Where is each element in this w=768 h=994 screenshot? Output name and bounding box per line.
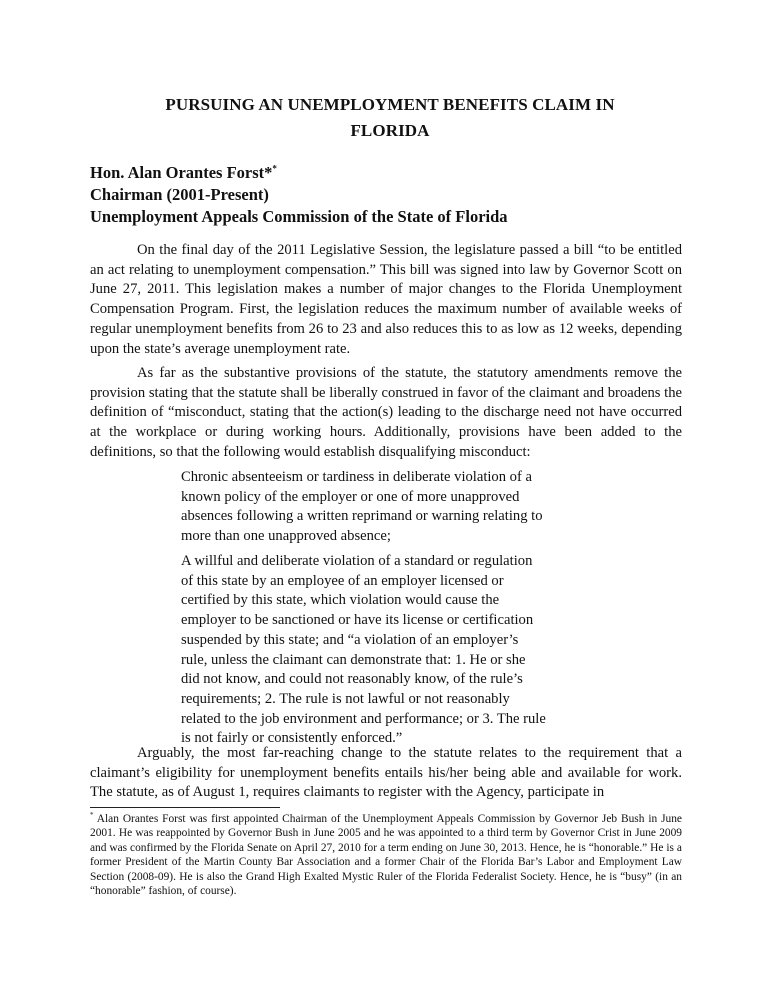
- author-name: Hon. Alan Orantes Forst*: [90, 163, 273, 182]
- quote-section-2: [90, 552, 682, 759]
- author-footnote-marker: *: [272, 163, 277, 174]
- paragraph-1: On the final day of the 2011 Legislative Session, the legislature passed a bill “to be entitled an act relating to unemployment compensation.” This bill was signed into law by Governor Scott on June 27, 2011. This legislation makes a number of major changes to the Florida Unemployment Compensation Program. First, the legislation reduces the maximum number of available weeks of regular unemployment benefits from 26 to 23 and also reduces this to as low as 12 weeks, depending upon the state’s average unemployment rate.: [90, 242, 682, 357]
- title-line-1: PURSUING AN UNEMPLOYMENT BENEFITS CLAIM IN: [165, 95, 615, 114]
- author-position: Chairman (2001-Present): [90, 185, 269, 204]
- document-title: [100, 92, 680, 144]
- block-quote-2: A willful and deliberate violation of a standard or regulation of this state by an employee of an employer licensed or certified by this state, which violation would cause the employer to be sanctioned or have its license or certification suspended by this state; and “a violation of an employer’s rule, unless the claimant can demonstrate that: 1. He or she did not know, and could not reasonably know, of the rule’s requirements; 2. The rule is not lawful or not reasonably related to the job environment and performance; or 3. The rule is not fairly or consistently enforced.”: [181, 553, 546, 747]
- author-block: [90, 162, 690, 228]
- author-name-line: [90, 162, 690, 184]
- paragraph-2: As far as the substantive provisions of the statute, the statutory amendments remove the provision stating that the statute shall be liberally construed in favor of the claimant and broadens the definition of “misconduct, stating that the action(s) leading to the discharge need not have occurred at the workplace or during working hours. Additionally, provisions have been added to the definitions, so that the following would establish disqualifying misconduct:: [90, 365, 682, 460]
- quote-section-1: [90, 468, 682, 557]
- footnote-separator: [90, 807, 280, 808]
- body-section-3: [90, 744, 682, 813]
- footnote-marker: *: [90, 811, 94, 820]
- title-line-2: FLORIDA: [350, 121, 430, 140]
- block-quote-1: Chronic absenteeism or tardiness in deliberate violation of a known policy of the employer or one of more unapproved absences following a written reprimand or warning relating to more than one unapproved absence;: [181, 469, 543, 545]
- footnote: [90, 812, 682, 898]
- body-section-1: [90, 241, 682, 369]
- body-section-2: [90, 364, 682, 473]
- author-organization: Unemployment Appeals Commission of the State of Florida: [90, 207, 508, 226]
- footnote-text: Alan Orantes Forst was first appointed Chairman of the Unemployment Appeals Commission by Governor Jeb Bush in June 2001. He was reappointed by Governor Bush in June 2005 and he was appointed to a third term by Governor Crist in June 2009 and was confirmed by the Florida Senate on April 27, 2010 for a term ending on June 30, 2013. Hence, he is “honorable.” He is a former President of the Martin County Bar Association and a former Chair of the Florida Bar’s Labor and Employment Law Section (2008-09). He is also the Grand High Exalted Mystic Ruler of the Florida Federalist Society. Hence, he is “busy” (in an “honorable” fashion, of course).: [90, 813, 682, 898]
- paragraph-3: Arguably, the most far-reaching change to the statute relates to the requirement that a claimant’s eligibility for unemployment benefits entails his/her being able and available for work. The statute, as of August 1, requires claimants to register with the Agency, participate in: [90, 745, 682, 801]
